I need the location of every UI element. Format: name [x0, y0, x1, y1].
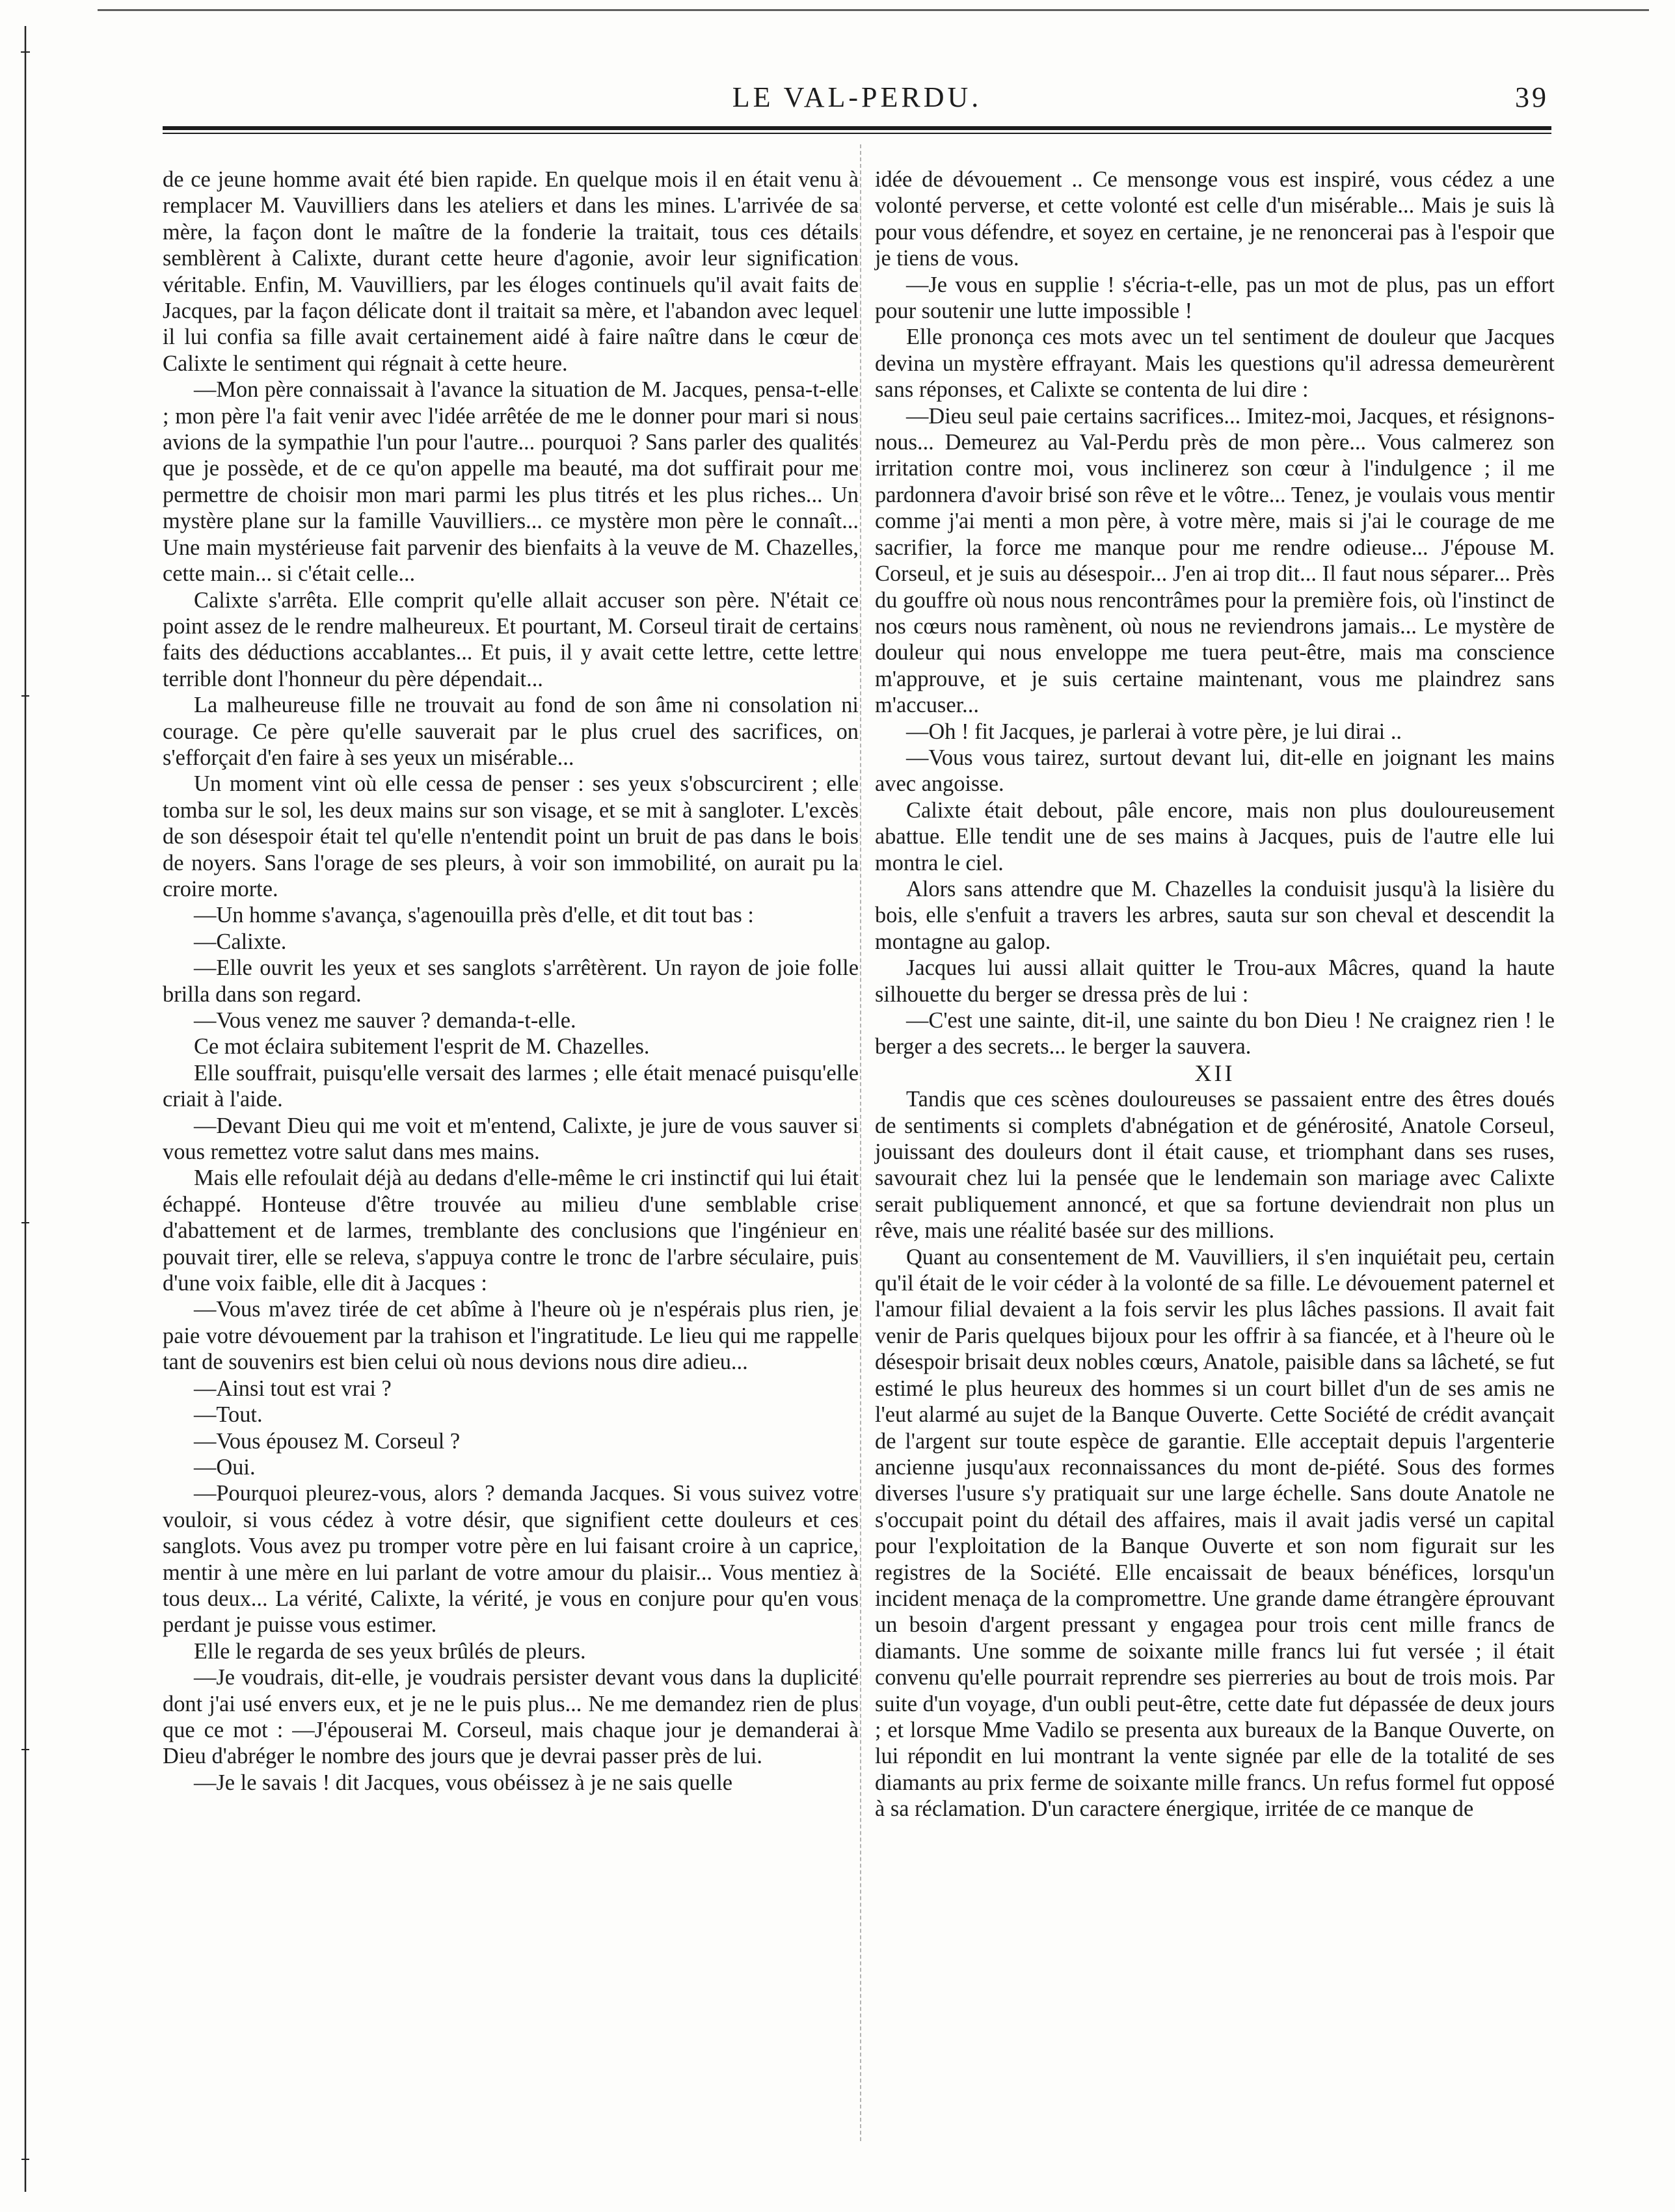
paragraph: Elle le regarda de ses yeux brûlés de pleurs. — [194, 1638, 586, 1664]
left-column — [163, 167, 859, 1796]
header-rule-thin — [163, 133, 1551, 134]
paragraph: La malheureuse fille ne trouvait au fond de son âme ni consolation ni courage. Ce père qu'elle sauverait par le plus cruel des sacrifices, on s'efforçait d'en faire à ses yeux un misérable... — [163, 693, 859, 770]
header-rule-thick — [163, 126, 1551, 130]
paragraph: Calixte était debout, pâle encore, mais non plus douloureusement abattue. Elle tendit une de ses mains à Jacques, puis de l'autre elle lui montra le ciel. — [875, 797, 1555, 875]
paragraph: —Ainsi tout est vrai ? — [194, 1376, 392, 1401]
paragraph: —Pourquoi pleurez-vous, alors ? demanda Jacques. Si vous suivez votre vouloir, si vous cédez à votre désir, que signifient cette douleurs et ces sanglots. Vous avez pu tromper votre père en lui faisant croire à un caprice, mentir à une mère en lui parlant de votre amour du plaisir... Vous mentiez à tous deux... La vérité, Calixte, la vérité, je vous en conjure pour qu'en vous perdant je puisse vous estimer. — [163, 1481, 859, 1638]
right-column — [875, 167, 1555, 1822]
paragraph: —Mon père connaissait à l'avance la situation de M. Jacques, pensa-t-elle ; mon père l'a fait venir avec l'idée arrêtée de me le donner pour mari si nous avions de la sympathie l'un pour l'autre... pourquoi ? Sans parler des qualités que je possède, et de ce qu'on appelle ma beauté, ma dot suffirait pour me permettre de choisir mon mari parmi les plus titrés et les plus riches... Un mystère plane sur la famille Vauvilliers... ce mystère mon père le connaît... Une main mystérieuse fait parvenir des bienfaits à la veuve de M. Chazelles, cette main... si c'était celle... — [163, 377, 859, 587]
paragraph: —Tout. — [194, 1402, 263, 1428]
paragraph: —Oh ! fit Jacques, je parlerai à votre père, je lui dirai .. — [906, 719, 1402, 744]
section-heading: XII — [1194, 1059, 1235, 1086]
paragraph: —Dieu seul paie certains sacrifices... Imitez-moi, Jacques, et résignons-nous... Demeurez au Val-Perdu près de mon père... Vous calmerez son irritation contre moi, vous inclinerez son cœur à l'indulgence ; il me pardonnera d'avoir brisé son rêve et le vôtre... Tenez, je voulais vous mentir comme j'ai menti a mon père, à votre mère, mais si j'ai le courage de me sacrifier, la force me manque pour me rendre odieuse... J'épouse M. Corseul, et je suis au désespoir... J'en ai trop dit... Il faut nous séparer... Près du gouffre où nous nous rencontrâmes pour la première fois, où l'instinct de nos cœurs nous ramènent, où nous ne reviendrons jamais... Le mystère de douleur qui nous enveloppe me tuera peut-être, mais ma conscience m'approuve, et je suis certaine maintenant, vous me plaindrez sans m'accuser... — [875, 403, 1555, 718]
paragraph: Ce mot éclaira subitement l'esprit de M. Chazelles. — [194, 1034, 650, 1059]
paragraph: —C'est une sainte, dit-il, une sainte du bon Dieu ! Ne craignez rien ! le berger a des secrets... le berger la sauvera. — [875, 1008, 1555, 1059]
paragraph: Quant au consentement de M. Vauvilliers, il s'en inquiétait peu, certain qu'il était de le voir céder à la volonté de sa fille. Le dévouement paternel et l'amour filial devaient a la fois servir les plus lâches passions. Il avait fait venir de Paris quelques bijoux pour les offrir à sa fiancée, et à l'heure où le désespoir brisait deux nobles cœurs, Anatole, paisible dans sa lâcheté, se fut estimé le plus heureux des hommes si un court billet d'un de ses amis ne l'eut alarmé au sujet de la Banque Ouverte. Cette Société de crédit avançait de l'argent sur toute espèce de garantie. Elle acceptait depuis l'argenterie ancienne jusqu'aux reconnaissances du mont de-piété. Sous des formes diverses l'usure s'y pratiquait sur une large échelle. Sans doute Anatole ne s'occupait point du détail des affaires, mais il avait jadis versé un capital pour l'exploitation de la Banque Ouverte et son nom figurait sur les registres de la Société. Elle encaissait de beaux bénéfices, lorsqu'un incident menaça de la compromettre. Une grande dame étrangère éprouvant un besoin d'argent pressant y engagea pour trois cent mille francs de diamants. Une somme de soixante mille francs lui fut versée ; il était convenu qu'elle pourrait reprendre ses pierreries au bout de trois mois. Par suite d'un voyage, d'un oubli peut-être, cette date fut dépassée de deux jours ; et lorsque Mme Vadilo se presenta aux bureaux de la Banque Ouverte, on lui répondit en lui montrant la vente signée par elle de la totalité de ses diamants au prix ferme de soixante mille francs. Un refus formel fut opposé à sa réclamation. D'un caractere énergique, irritée de ce manque de — [875, 1244, 1555, 1822]
running-title: LE VAL-PERDU. — [732, 81, 982, 113]
paragraph: Jacques lui aussi allait quitter le Trou-aux Mâcres, quand la haute silhouette du berger se dressa près de lui : — [875, 955, 1555, 1007]
paragraph: de ce jeune homme avait été bien rapide. En quelque mois il en était venu à remplacer M. Vauvilliers dans les ateliers et dans les mines. L'arrivée de sa mère, la façon dont le maître de la fonderie la traitait, tous ces détails semblèrent à Calixte, durant cette heure d'agonie, avoir leur signification véritable. Enfin, M. Vauvilliers, par les éloges continuels qu'il avait faits de Jacques, par la façon délicate dont il traitait sa mère, et l'abandon avec lequel il lui confia sa fille avait certainement aidé à faire naître dans le cœur de Calixte le sentiment qui régnait à cette heure. — [163, 167, 859, 376]
paragraph: Elle souffrait, puisqu'elle versait des larmes ; elle était menacé puisqu'elle criait à l'aide. — [163, 1060, 859, 1112]
page-header — [163, 77, 1551, 122]
binding-edge — [20, 26, 31, 2192]
paragraph: —Je le savais ! dit Jacques, vous obéissez à je ne sais quelle — [194, 1770, 733, 1795]
paragraph: Elle prononça ces mots avec un tel sentiment de douleur que Jacques devina un mystère effrayant. Mais les questions qu'il adressa demeurèrent sans réponses, et Calixte se contenta de lui dire : — [875, 325, 1555, 403]
paragraph: —Oui. — [194, 1454, 256, 1480]
scan-edge-rule — [98, 9, 1649, 11]
paragraph: Tandis que ces scènes douloureuses se passaient entre des êtres doués de sentiments si complets d'abnégation et de générosité, Anatole Corseul, jouissant des douleurs dont il était cause, et triomphant dans ses ruses, savourait chez lui la pensée que le lendemain son mariage avec Calixte serait publiquement annoncé, et que sa fortune deviendrait non plus un rêve, mais une réalité basée sur des millions. — [875, 1087, 1555, 1244]
paragraph: —Devant Dieu qui me voit et m'entend, Calixte, je jure de vous sauver si vous remettez votre salut dans mes mains. — [163, 1113, 859, 1165]
paragraph: Mais elle refoulait déjà au dedans d'elle-même le cri instinctif qui lui était échappé. Honteuse d'être trouvée au milieu d'une semblable crise d'abattement et de larmes, tremblante des conclusions que l'ingénieur en pouvait tirer, elle se releva, s'appuya contre le tronc de l'arbre séculaire, puis d'une voix faible, elle dit à Jacques : — [163, 1166, 859, 1296]
paragraph: Un moment vint où elle cessa de penser : ses yeux s'obscurcirent ; elle tomba sur le sol, les deux mains sur son visage, et se mit à sangloter. L'excès de son désespoir était tel qu'elle n'entendit point un bruit de pas dans le bois de noyers. Sans l'orage de ses pleurs, à voir son immobilité, on aurait pu la croire morte. — [163, 771, 859, 901]
paragraph: —Je vous en supplie ! s'écria-t-elle, pas un mot de plus, pas un effort pour soutenir une lutte impossible ! — [875, 272, 1555, 324]
paragraph: —Elle ouvrit les yeux et ses sanglots s'arrêtèrent. Un rayon de joie folle brilla dans son regard. — [163, 955, 859, 1007]
paragraph: idée de dévouement .. Ce mensonge vous est inspiré, vous cédez a une volonté perverse, et cette volonté est celle d'un misérable... Mais je suis là pour vous défendre, et soyez en certaine, je ne renoncerai pas à l'espoir que je tiens de vous. — [875, 167, 1555, 271]
paragraph: —Vous m'avez tirée de cet abîme à l'heure où je n'espérais plus rien, je paie votre dévouement par la trahison et l'ingratitude. Le lieu qui me rappelle tant de souvenirs est bien celui où nous devions nous dire adieu... — [163, 1297, 859, 1375]
paragraph: Calixte s'arrêta. Elle comprit qu'elle allait accuser son père. N'était ce point assez de le rendre malheureux. Et pourtant, M. Corseul tirait de certains faits des déductions accablantes... Et puis, il y avait cette lettre, cette lettre terrible dont l'honneur du père dépendait... — [163, 587, 859, 691]
paragraph: —Calixte. — [194, 929, 287, 954]
paragraph: —Je voudrais, dit-elle, je voudrais persister devant vous dans la duplicité dont j'ai usé envers eux, et je ne le puis plus... Ne me demandez rien de plus que ce mot : —J'épouserai M. Corseul, mais chaque jour je demanderai à Dieu d'abréger le nombre des jours que je devrai passer près de lui. — [163, 1665, 859, 1769]
page-number: 39 — [1515, 81, 1549, 113]
paragraph: Alors sans attendre que M. Chazelles la conduisit jusqu'à la lisière du bois, elle s'enfuit a travers les arbres, sauta sur son cheval et descendit la montagne au galop. — [875, 876, 1555, 954]
paragraph: —Un homme s'avança, s'agenouilla près d'elle, et dit tout bas : — [194, 903, 754, 928]
paragraph: —Vous vous tairez, surtout devant lui, dit-elle en joignant les mains avec angoisse. — [875, 745, 1555, 797]
paragraph: —Vous épousez M. Corseul ? — [194, 1428, 461, 1454]
column-divider — [860, 144, 861, 2141]
paragraph: —Vous venez me sauver ? demanda-t-elle. — [194, 1008, 576, 1033]
